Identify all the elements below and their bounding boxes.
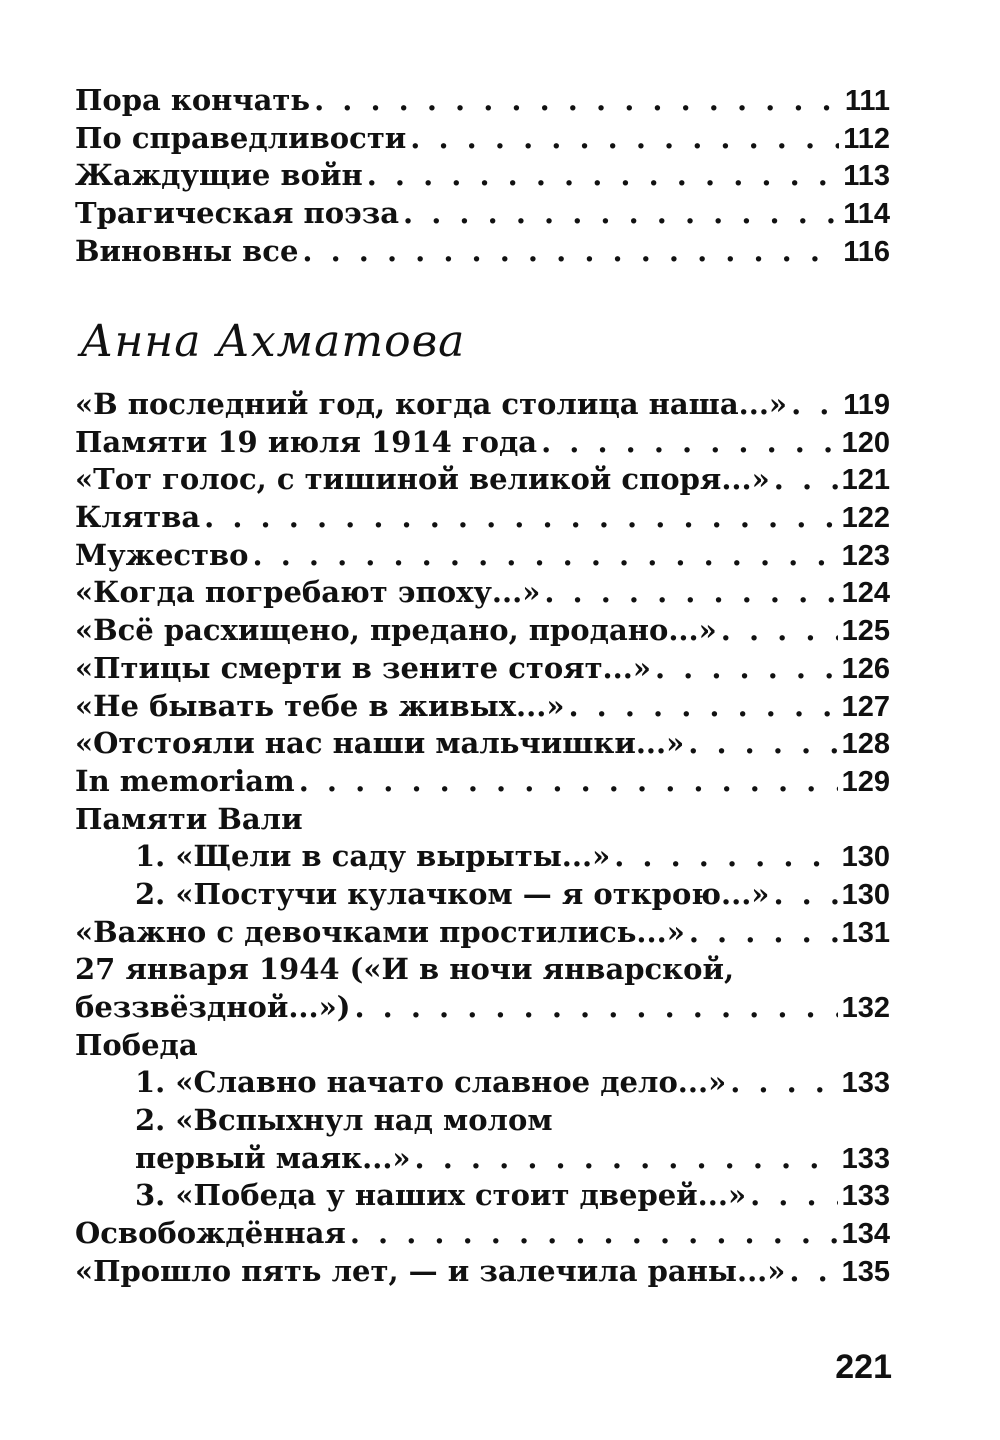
dot-leader [403, 195, 839, 233]
entry-page: 111 [844, 85, 890, 117]
dot-leader [614, 838, 837, 876]
entry-title: «Птицы смерти в зените стоят...» [75, 650, 651, 685]
dot-leader [410, 120, 839, 158]
toc-main-list [75, 386, 890, 1291]
dot-leader [655, 650, 838, 688]
toc-entry [75, 1253, 890, 1291]
toc-entry-continuation [75, 989, 890, 1027]
dot-leader [302, 233, 839, 271]
dot-leader [688, 725, 837, 763]
entry-page: 131 [841, 916, 890, 949]
toc-entry [75, 763, 890, 801]
dot-leader [354, 989, 837, 1027]
page-number: 221 [835, 1348, 892, 1386]
toc-top-list [75, 82, 890, 270]
entry-page: 134 [841, 1218, 890, 1251]
dot-leader [350, 1215, 838, 1253]
section-heading-author: Анна Ахматова [80, 316, 466, 367]
entry-page: 135 [841, 1255, 890, 1288]
dot-leader [689, 914, 838, 952]
entry-page: 123 [841, 539, 890, 572]
dot-leader [789, 1253, 837, 1291]
entry-page: 133 [841, 1067, 890, 1100]
toc-subentry [75, 838, 890, 876]
toc-subentry [75, 876, 890, 914]
entry-page: 126 [841, 652, 890, 685]
entry-page: 116 [843, 235, 890, 268]
entry-page: 121 [841, 464, 890, 497]
toc-entry [75, 120, 890, 158]
toc-entry-group-heading [75, 1027, 890, 1065]
dot-leader [253, 537, 838, 575]
entry-page: 132 [841, 992, 890, 1024]
toc-entry [75, 461, 890, 499]
entry-page: 113 [843, 160, 890, 193]
entry-page: 133 [841, 1180, 890, 1213]
toc-entry [75, 195, 890, 233]
entry-title: «Отстояли нас наши мальчишки...» [75, 726, 685, 761]
entry-title: «Тот голос, с тишиной великой споря...» [75, 462, 770, 497]
entry-title: первый маяк...» [135, 1140, 411, 1175]
toc-entry [75, 157, 890, 195]
entry-page: 125 [841, 615, 890, 648]
dot-leader [774, 461, 838, 499]
toc-entry [75, 725, 890, 763]
entry-title: Клятва [75, 500, 201, 535]
entry-page: 130 [841, 878, 890, 911]
entry-page: 130 [841, 841, 890, 874]
entry-title: 1. «Щели в саду вырыты...» [135, 839, 611, 874]
entry-title: 2. «Вспыхнул над молом [135, 1103, 553, 1138]
toc-entry [75, 688, 890, 726]
entry-title: Жаждущие войн [75, 158, 363, 193]
entry-title: Освобождённая [75, 1216, 346, 1251]
entry-page: 114 [843, 198, 890, 231]
entry-title: «В последний год, когда столица наша...» [75, 387, 788, 421]
toc-entry [75, 386, 890, 424]
dot-leader [750, 1177, 838, 1215]
entry-page: 124 [841, 577, 890, 610]
entry-page: 120 [841, 426, 890, 459]
entry-title: По справедливости [75, 120, 407, 155]
toc-entry [75, 1215, 890, 1253]
dot-leader [568, 688, 837, 726]
toc-subentry [75, 1064, 890, 1102]
entry-title: Победа [75, 1027, 198, 1062]
toc-entry [75, 424, 890, 462]
toc-entry-first-line [75, 951, 890, 989]
entry-page: 119 [843, 389, 890, 421]
dot-leader [721, 612, 838, 650]
toc-entry [75, 499, 890, 537]
entry-page: 133 [841, 1142, 890, 1175]
entry-title: Мужество [75, 537, 249, 572]
entry-title: In memoriam [75, 763, 295, 798]
toc-entry [75, 914, 890, 952]
dot-leader [314, 82, 841, 120]
toc-entry [75, 574, 890, 612]
entry-title: Трагическая поэза [75, 196, 400, 231]
toc-entry [75, 233, 890, 271]
entry-title: «Важно с девочками простились...» [75, 914, 685, 949]
entry-page: 112 [843, 122, 890, 155]
dot-leader [773, 876, 837, 914]
toc-entry [75, 537, 890, 575]
entry-page: 127 [841, 690, 890, 723]
entry-page: 128 [841, 728, 890, 761]
toc-subentry-first-line [75, 1102, 890, 1140]
toc-subentry-continuation [75, 1140, 890, 1178]
entry-title: Памяти 19 июля 1914 года [75, 424, 538, 459]
toc-entry-group-heading [75, 801, 890, 839]
entry-page: 129 [841, 765, 890, 798]
entry-title: 2. «Постучи кулачком — я открою...» [135, 876, 770, 911]
entry-title: 1. «Славно начато славное дело...» [135, 1065, 727, 1100]
entry-title: Пора кончать [75, 83, 311, 117]
entry-title: 3. «Победа у наших стоит дверей...» [135, 1178, 747, 1213]
dot-leader [204, 499, 837, 537]
dot-leader [367, 157, 840, 195]
entry-title: «Не бывать тебе в живых...» [75, 688, 565, 723]
entry-title: 27 января 1944 («И в ночи январской, [75, 952, 735, 987]
toc-entry [75, 612, 890, 650]
entry-title: беззвёздной...») [75, 990, 351, 1024]
toc-entry [75, 82, 890, 120]
dot-leader [730, 1064, 837, 1102]
entry-title: «Прошло пять лет, — и залечила раны...» [75, 1253, 786, 1288]
dot-leader [415, 1140, 838, 1178]
dot-leader [544, 574, 837, 612]
dot-leader [541, 424, 838, 462]
entry-title: Виновны все [75, 233, 299, 268]
dot-leader [791, 386, 839, 424]
entry-title: «Всё расхищено, предано, продано...» [75, 613, 717, 648]
entry-page: 122 [841, 502, 890, 535]
entry-title: Памяти Вали [75, 801, 303, 836]
toc-entry [75, 650, 890, 688]
toc-subentry [75, 1177, 890, 1215]
dot-leader [299, 763, 838, 801]
entry-title: «Когда погребают эпоху...» [75, 575, 541, 610]
